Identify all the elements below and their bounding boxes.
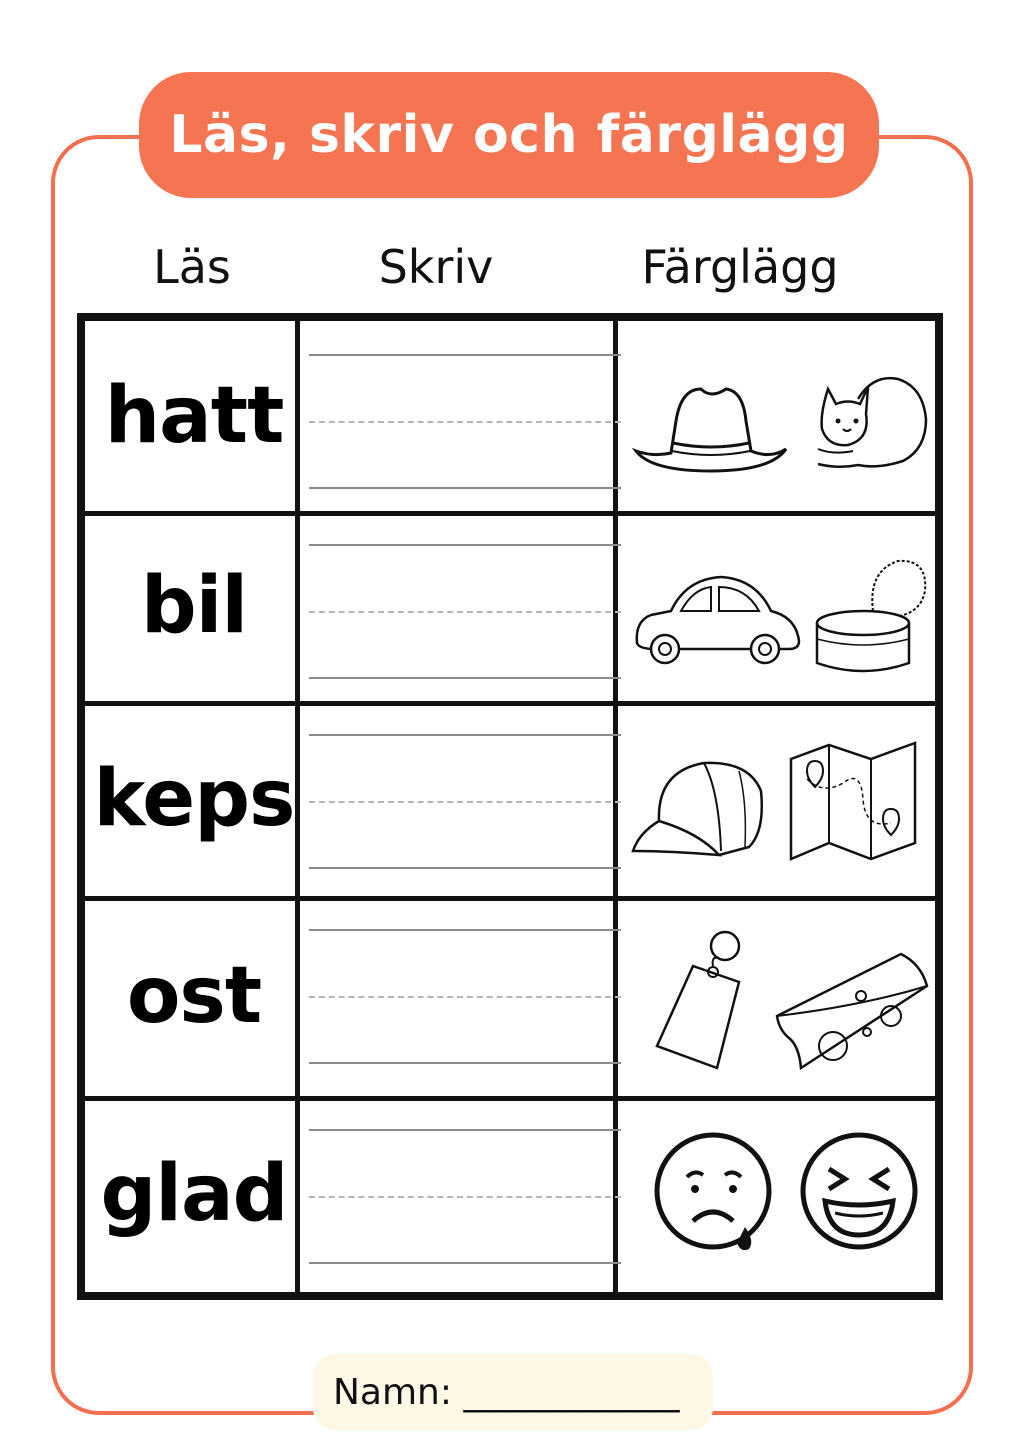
name-field[interactable]: [313, 1354, 713, 1430]
page-title: Läs, skriv och färglägg: [169, 105, 849, 165]
picture-cell: [623, 1096, 935, 1292]
name-blank[interactable]: ____________: [463, 1371, 680, 1413]
header-read: Läs: [153, 240, 231, 294]
writing-lines[interactable]: [309, 321, 621, 511]
word-glad: glad: [100, 1149, 288, 1239]
header-write: Skriv: [378, 240, 494, 294]
cheese-icon[interactable]: [771, 946, 931, 1076]
header-color: Färglägg: [641, 240, 839, 294]
writing-lines[interactable]: [309, 701, 621, 896]
title-banner: [139, 72, 879, 198]
sad-face-icon[interactable]: [653, 1131, 779, 1257]
hat-icon[interactable]: [631, 381, 791, 476]
laughing-face-icon[interactable]: [799, 1131, 925, 1257]
worksheet-table: [77, 313, 943, 1300]
tin-can-icon[interactable]: [813, 551, 931, 679]
picture-cell: [623, 511, 935, 701]
word-keps: keps: [93, 753, 295, 844]
map-icon[interactable]: [783, 739, 923, 865]
picture-cell: [623, 896, 935, 1096]
picture-cell: [623, 701, 935, 896]
picture-cell: [623, 321, 935, 511]
cap-icon[interactable]: [629, 751, 769, 861]
cat-icon[interactable]: [798, 369, 930, 479]
writing-lines[interactable]: [309, 1096, 621, 1292]
word-hatt: hatt: [104, 371, 284, 461]
writing-lines[interactable]: [309, 896, 621, 1096]
car-icon[interactable]: [631, 571, 803, 669]
tag-icon[interactable]: [653, 926, 763, 1076]
word-bil: bil: [140, 561, 248, 651]
word-ost: ost: [126, 951, 262, 1041]
name-label: Namn:: [333, 1371, 453, 1413]
writing-lines[interactable]: [309, 511, 621, 701]
